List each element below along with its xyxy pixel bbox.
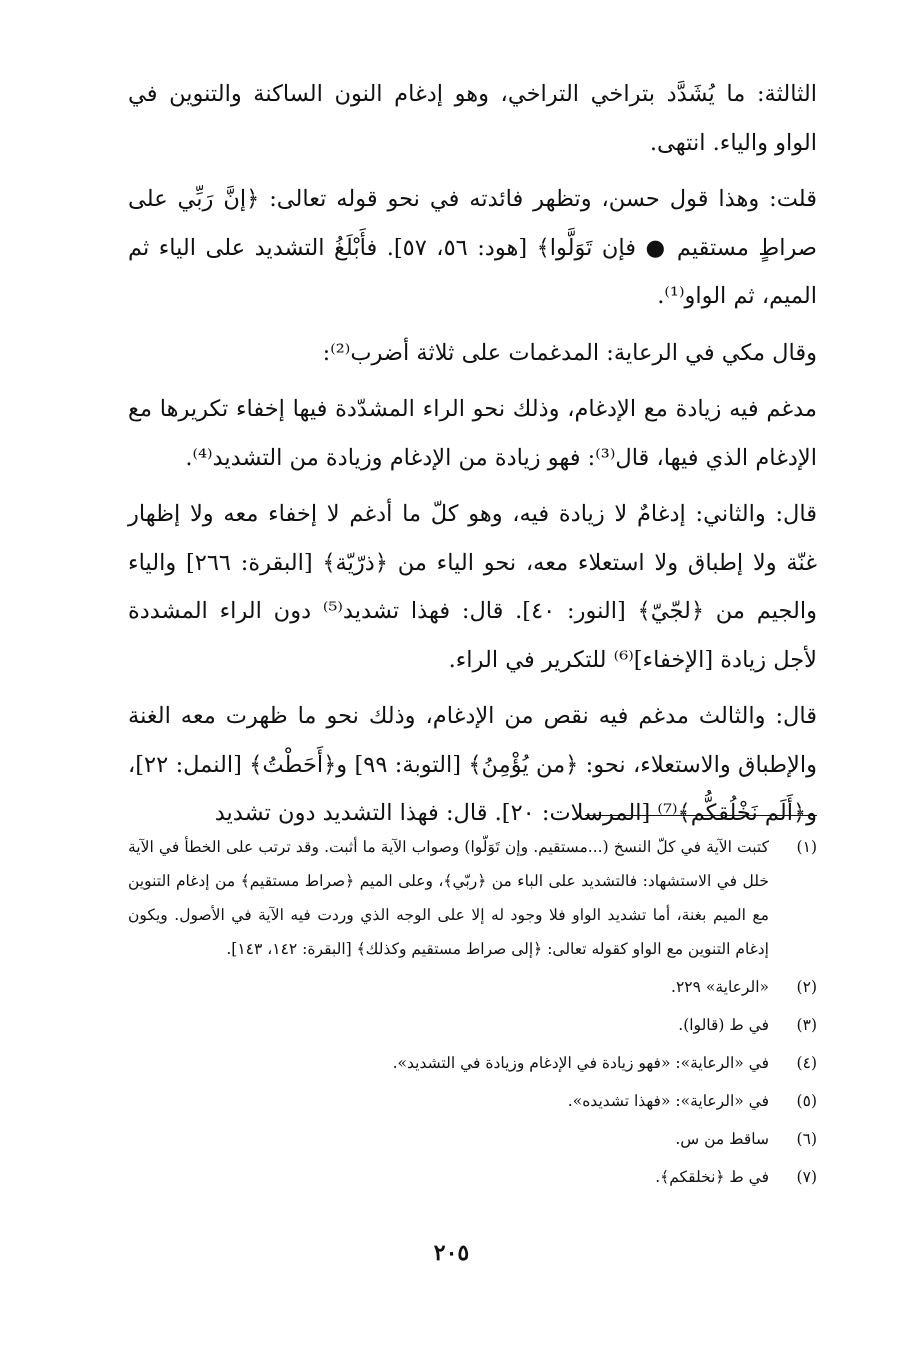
footnote-number: (٧) bbox=[796, 1168, 817, 1186]
footnote-number: (٤) bbox=[796, 1054, 817, 1072]
footnote-separator bbox=[585, 815, 817, 816]
footnote bbox=[128, 830, 817, 966]
paragraph: وقال مكي في الرعاية: المدغمات على ثلاثة أضرب⁽²⁾: bbox=[322, 339, 817, 366]
paragraph: قال: والثاني: إدغامٌ لا زيادة فيه، وهو كلّ ما أدغم لا إخفاء معه ولا إظهار غنّة ولا إطباق ولا استعلاء معه، نحو الياء من ﴿ذرّيّة﴾ [البقرة: ٢٦٦] والياء والجيم من ﴿لجّيّ﴾ [النور: ٤٠]. قال: فهذا تشديد⁽⁵⁾ دون الراء المشددة لأجل زيادة [الإخفاء]⁽⁶⁾ للتكرير في الراء. bbox=[128, 501, 817, 673]
footnote-number: (١) bbox=[796, 838, 817, 856]
footnote bbox=[128, 970, 817, 1004]
footnote bbox=[128, 1046, 817, 1080]
page-number: ٢٠٥ bbox=[433, 1240, 470, 1266]
main-text bbox=[128, 70, 817, 846]
footnotes bbox=[128, 830, 817, 1198]
paragraph: الثالثة: ما يُشَدَّد بتراخي التراخي، وهو إدغام النون الساكنة والتنوين في الواو والياء. انتهى. bbox=[128, 81, 817, 156]
footnote bbox=[128, 1084, 817, 1118]
footnote-number: (٦) bbox=[796, 1130, 817, 1148]
footnote-text: ساقط من س. bbox=[675, 1130, 769, 1148]
footnote bbox=[128, 1160, 817, 1194]
footnote-text: كتبت الآية في كلّ النسخ (...مستقيم. وإن تَوَلّوا) وصواب الآية ما أثبت. وقد ترتب على الخطأ في الآية خلل في الاستشهاد: فالتشديد على الباء من ﴿ربّي﴾، وعلى الميم ﴿صراط مستقيم﴾ من إدغام التنوين مع الميم بغنة، أما تشديد الواو فلا وجود له إلا على الوجه الذي وردت فيه الآية في الأصول. ويكون إدغام التنوين مع الواو كقوله تعالى: ﴿إلى صراط مستقيم وكذلك﴾ [البقرة: ١٤٢، ١٤٣]. bbox=[128, 838, 769, 958]
footnote-text: في «الرعاية»: «فهذا تشديده». bbox=[567, 1092, 769, 1110]
footnote-text: في «الرعاية»: «فهو زيادة في الإدغام وزيادة في التشديد». bbox=[392, 1054, 769, 1072]
footnote-number: (٥) bbox=[796, 1092, 817, 1110]
footnote-text: «الرعاية» ٢٢٩. bbox=[671, 978, 769, 996]
paragraph: قال: والثالث مدغم فيه نقص من الإدغام، وذلك نحو ما ظهرت معه الغنة والإطباق والاستعلاء، نحو: ﴿من يُؤْمِنُ﴾ [التوبة: ٩٩] و﴿أَحَطْتُ﴾ [النمل: ٢٢]، و﴿أَلَم نَخْلُقكُّم﴾⁽⁷⁾ [المرسلات: ٢٠]. قال: فهذا التشديد دون تشديد bbox=[128, 703, 817, 826]
footnote-text: في ط (قالوا). bbox=[678, 1016, 769, 1034]
footnote bbox=[128, 1122, 817, 1156]
footnote bbox=[128, 1008, 817, 1042]
footnote-text: في ط ﴿نخلقكم﴾. bbox=[655, 1168, 769, 1186]
paragraph: مدغم فيه زيادة مع الإدغام، وذلك نحو الراء المشدّدة فيها إخفاء تكريرها مع الإدغام الذي فيها، قال⁽³⁾: فهو زيادة من الإدغام وزيادة من التشديد⁽⁴⁾. bbox=[128, 396, 817, 471]
footnote-number: (٣) bbox=[796, 1016, 817, 1034]
paragraph: قلت: وهذا قول حسن، وتظهر فائدته في نحو قوله تعالى: ﴿إنَّ رَبِّي على صراطٍ مستقيم ● فإن تَوَلَّوا﴾ [هود: ٥٦، ٥٧]. فأَبْلَغُ التشديد على الياء ثم الميم، ثم الواو⁽¹⁾. bbox=[128, 186, 817, 309]
footnote-number: (٢) bbox=[796, 978, 817, 996]
